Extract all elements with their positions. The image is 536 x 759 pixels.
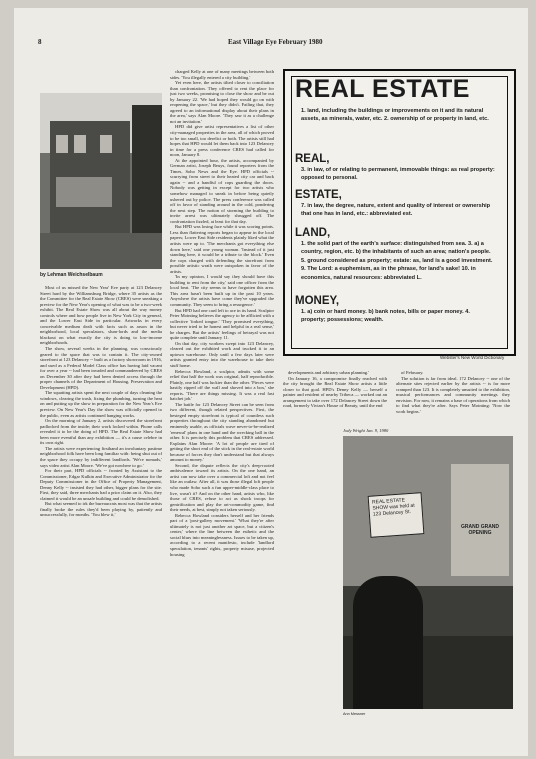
definition-word: LAND, bbox=[295, 227, 331, 239]
paragraph: Rebecca Howland, a sculptor, admits with some relief that half the work was original, half reproducible. Plainly, one half was luckier than the other. 'Pieces were hastily ripped off the wall and shoved into a box,' she reports. 'There are things missing. It was a real fast hatchet job.' bbox=[170, 368, 274, 402]
photo-caption: by Lehman Weichselbaum bbox=[40, 272, 103, 278]
paragraph: Yet even here, the artists tilted closer to conciliation than confrontation. They offered to rent the place for just two weeks, promising to close the show and be out by January 22. 'We had hoped they would go on with reopening the space,' but they didn't. Failing that, they agreed to an informational display about their plans in the area,' says Alan Moore. 'They saw it as a challenge not an invitation.' bbox=[170, 80, 274, 124]
paragraph: But what seemed to irk the bureaucrats most was that the artists finally broke the rules they'd been playing by, patiently and unsuccessfully, for months. 'You blew it,' bbox=[40, 501, 162, 518]
definition-text: 3. in law, of or relating to permanent, immovable things: as real property: opposed to personal. bbox=[301, 167, 495, 182]
paragraph: On that day, city workers swept into 123 Delancey, cleared out the exhibited work and trucked it to an uptown warehouse. Only until a few days later were artists granted entry into the warehouse to take their stuff home. bbox=[170, 340, 274, 368]
paragraph: For their part, HPD officials -- fronted by Assistant to the Commissioner, Edgar Kulkin and Executive Administrator for the Deputy Commissioner in the Office of Property Management, Denny Kelly -- insisted they had other, bigger plans for the site. First, they said, three merchants had a prior claim on it. Also, they claimed it would be an unsafe building and could be demolished. bbox=[40, 468, 162, 501]
paragraph: The battle for 123 Delancey Street can be seen from two different, though related perspectives. First, the besieged empty storefront is typical of countless such properties throughout the city standing abandoned but eminently usable, as officials wave never-to-be-realized 'renewal' plans in one hand and the wrecking ball in the other. It is precisely this problem that CRES addressed. Explains Alan Moore: 'A lot of people are tired of getting the short end of the stick in the real-estate world because of forces they don't understand but that always amount to money.' bbox=[170, 401, 274, 463]
article-column-1 bbox=[40, 285, 162, 705]
dictionary-credit: Webster's New World Dictionary bbox=[440, 355, 505, 360]
photo2-credit: Ann Messner bbox=[343, 712, 366, 716]
definition-word: ESTATE, bbox=[295, 189, 342, 201]
paragraph: of February. bbox=[401, 370, 424, 375]
article-column-2 bbox=[170, 69, 274, 712]
paragraph: The show, several weeks in the planning, was consciously geared to the space that was to contain it. The city-owned storefront at 123 Delancey -- built as a factory showroom in 1916, and used as a Federal Model Class office has having laid vacant for over a year -- had been invaded and commandeered by CRES on December 30 after they had been denied access through the proper channels of the Department of Housing, Preservation and Development (HPD). bbox=[40, 346, 162, 390]
paragraph: The artists were experiencing firsthand an involuntary pastime neighborhood folk have been long familiar with: being shut out of the space they occupy by indifferent landlords. 'We're nomads,' says video artist Alan Moore. 'We've got nowhere to go.' bbox=[40, 445, 162, 468]
paragraph: On January 16, a compromise finally reached with the city brought the Real Estate Show artists a little closer to that goal. HPD's Denny Kelly — herself a painter and resident of nearby Tribeca — worked out an arrangement to take over 172 Delancey Street down the road, formerly Vivian's House of Beauty, until the end bbox=[283, 375, 387, 409]
paragraph: But HPD had one card left to ace in its hand. Sculptor Peter Mointing believes the agency to be afflicted with a collective 'forked tongue.' 'They promised everything, but never tried to be honest and helpful in a real sense,' he charges. But the artists' feelings of betrayal was not quite complete until January 11. bbox=[170, 307, 274, 341]
page-number: 8 bbox=[38, 38, 42, 46]
paragraph: developments and arbitrary urban planning.' bbox=[288, 370, 370, 375]
page-header bbox=[38, 38, 498, 50]
definition-text: 7. in law, the degree, nature, extent and quality of interest or ownership that one has in land, etc.: abbreviated est. bbox=[301, 203, 491, 218]
paragraph: But HPD was losing face while it was scoring points. Less than flattering reports began to appear in the local papers; Lower East Side residents plainly liked what the artists were up to. 'The merchants got everything else down here,' said one young woman. 'Instead of it just standing here, it would be a tribute to the block.' Even the cops charged with defending the storefront from possible artistic wrath were outspoken in favor of the artists. bbox=[170, 224, 274, 274]
definition-entry bbox=[295, 107, 495, 124]
paragraph: On the morning of January 2, artists discovered the storefront padlocked from the inside; their work locked within. Phone calls revealed it to be the doing of HPD. The Real Estate Show had been more eventful than any exhibition — it's a cause celebre in its own right. bbox=[40, 418, 162, 446]
paragraph: At the appointed hour, the artists, accompanied by German artist, Joseph Beuys, found reporters from the Times, Soho News and the Eye. HPD officials -- scurrying from street to their heated city car and back again -- and a handful of cops guarding the doors. Nobody was getting in except for two artists who somehow managed to sneak in before being quietly ushered out by police. The press conference was called off in favor of standing around in the cold, pondering the next step. The notion of storming the building to invite arrest was ultimately shrugged off. The confrontation fizzled, at least for that day. bbox=[170, 157, 274, 224]
exhibit-photo bbox=[343, 436, 513, 709]
box-title: REAL ESTATE bbox=[295, 75, 470, 103]
definition-text: 1. the solid part of the earth's surface: distinguished from sea. 3. a) a country, region, etc. b) the inhabitants of such an area; nation's people. 5. ground considered as property; estate: as, land is a good investment. 9. The Lord: a euphemism, as in the phrase, for land's sake! 10. in economics, natural resources: abbreviated L. bbox=[301, 241, 493, 281]
paragraph: Second, the dispute reflects the city's deep-rooted ambivalence toward its artists. On the one hand, an artist can now take over a commercial loft and not feel like an outlaw. After all, it was those illegal loft people who made Soho such a fun upper-middle-class place to live, wasn't it? And on the other hand, artists who, like those of CRES, refuse to act as shock troops for gentrification and play the art-commodity game, find their needs, at best, simply not taken seriously. bbox=[170, 462, 274, 513]
grand-opening-board: GRAND GRAND OPENING bbox=[451, 464, 509, 576]
definition-entry bbox=[295, 295, 495, 325]
definition-text: 1. land, including the buildings or improvements on it and its natural assets, as minerals, water, etc. 2. ownership of or property in land, etc. bbox=[301, 108, 489, 123]
definition-entry bbox=[295, 153, 495, 183]
paragraph: charged Kelly at one of many meetings between both sides. 'You illegally entered a city building.' bbox=[170, 69, 274, 80]
paragraph: The solution is far from ideal. 172 Delancey -- one of the alternate sites rejected earlier by the artists -- is far more cramped than 123. It is completely unsuited to the exhibition, musical performances and community meetings they envision. For now, it remains a base of operations from which to find what they're after. Says Peter Mointing: 'Now the work begins.' bbox=[396, 375, 510, 414]
definition-word: REAL, bbox=[295, 153, 330, 165]
storefront-photo bbox=[40, 93, 162, 269]
definition-entry bbox=[295, 189, 495, 219]
photo2-credit-top: Jody Wright Jan. 9, 1980 bbox=[343, 428, 389, 433]
paragraph: HPD did give artist representatives a list of other city-managed properties in the area, all of which proved to be too small, too derelict or both. The artists still had hopes that HPD would let them back into 123 Delancey in time for a press conference CRES had called for noon, January 8. bbox=[170, 124, 274, 158]
paragraph: Rebecca Howland considers herself and her friends part of a 'post-gallery movement.' 'What they're after ultimately is not just another art space, but a citizen's center,' where the line between the esthetic and the social blurs into meaninglessness. Issues to be taken up, according to a recent manifesto, include 'landlord speculation, tenants' rights, property misuse, projected housing bbox=[170, 512, 274, 557]
definition-entry bbox=[295, 227, 495, 282]
paragraph: 'In my opinion, I would say they should have this building to rent from the city,' said one officer from the local beat. 'The city seems to have forgotten this area. This area hasn't been built up in the past 10 years. Anywhere the artists have come they've upgraded the community. They seem to bring a resurgence.' bbox=[170, 274, 274, 307]
definition-word: MONEY, bbox=[295, 295, 340, 307]
paragraph: The squatting artists spent the next couple of days cleaning the windows, clearing the trash, fixing the plumbing, turning the heat on and putting up the show in preparation for the New Year's Eve preview. On New Year's Day the show was officially opened to the public, even as artists continued hanging works. bbox=[40, 390, 162, 418]
paragraph: Most of us missed the New Year' Eve party at 123 Delancey Street hard by the Williamsburg Bridge, where 35 artists as the the Committee for the Real Estate Show (CRES) were sneaking a preview for the New Year's opening of what was to be a two-week exhibit. The Real Estate Show was all about the way money controls where and how people live in New York City in general, and the Lower East Side in particular. Artworks in every conceivable medium dealt with facts such as arson in the neighborhood, local speculators, slum-lords and the media blackout on what exactly the city is doing to low-income neighborhoods. bbox=[40, 285, 162, 346]
definition-text: 1. a) coin or hard money. b) bank notes, bills or paper money. 4. property; possessions; wealth. bbox=[301, 309, 470, 324]
exhibit-sign: REAL ESTATE SHOW was held at 123 Delancey St. bbox=[368, 492, 425, 538]
masthead: East Village Eye February 1980 bbox=[228, 38, 323, 46]
definition-box bbox=[283, 69, 516, 356]
